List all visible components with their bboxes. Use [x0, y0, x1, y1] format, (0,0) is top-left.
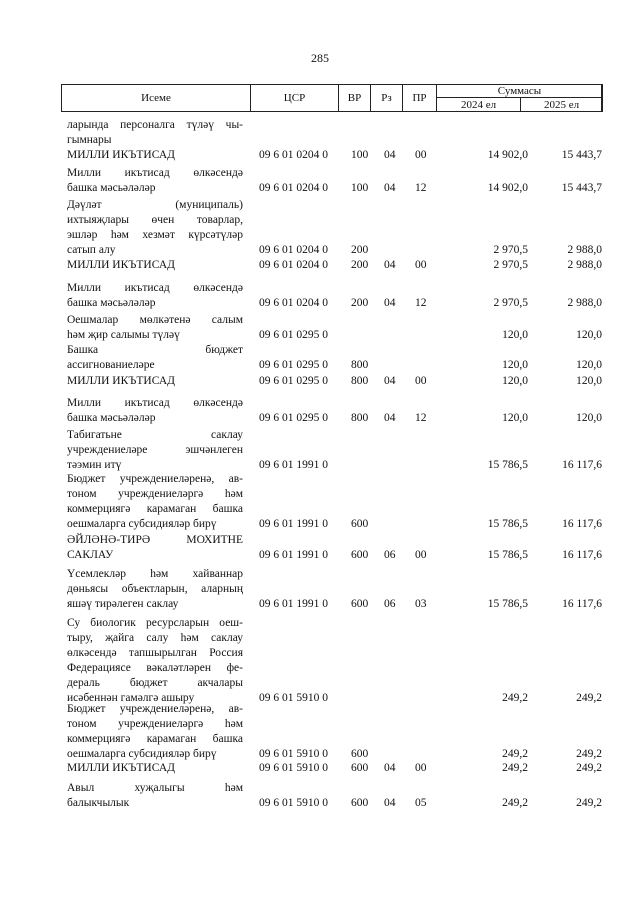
row-name-line: Башка бюджет [67, 344, 243, 356]
row-name-line: САКЛАУ [67, 549, 114, 561]
cell-vr: 100 [351, 182, 369, 194]
cell-s2024: 15 786,5 [487, 598, 528, 610]
cell-s2024: 14 902,0 [487, 182, 528, 194]
table-row [0, 281, 640, 311]
cell-s2024: 15 786,5 [487, 459, 528, 471]
cell-csr: 09 6 01 1991 0 [259, 598, 328, 610]
cell-s2025: 120,0 [576, 412, 602, 424]
cell-s2024: 249,2 [502, 692, 528, 704]
cell-s2025: 16 117,6 [562, 598, 602, 610]
row-name-line: Милли икътисад өлкәсендә [67, 397, 243, 409]
cell-s2024: 15 786,5 [487, 549, 528, 561]
cell-s2024: 249,2 [502, 762, 528, 774]
cell-s2025: 15 443,7 [561, 149, 602, 161]
cell-csr: 09 6 01 1991 0 [259, 518, 328, 530]
cell-rz: 04 [384, 297, 396, 309]
cell-rz: 06 [384, 549, 396, 561]
cell-s2025: 16 117,6 [562, 459, 602, 471]
table-row [0, 533, 640, 563]
table-row [0, 374, 640, 389]
cell-rz: 06 [384, 598, 396, 610]
cell-s2024: 120,0 [502, 412, 528, 424]
table-row [0, 702, 640, 762]
row-name-line: учреждениеләре эшчәнлеген [67, 444, 243, 456]
row-name-line: башка мәсьәләләр [67, 182, 156, 194]
cell-rz: 04 [384, 182, 396, 194]
row-name [67, 374, 243, 389]
page-number: 285 [311, 51, 329, 65]
row-name-line: ассигнованиеләре [67, 359, 155, 371]
cell-rz: 04 [384, 375, 396, 387]
row-name-line: оешмаларга субсидияләр бирү [67, 748, 217, 760]
row-name [67, 281, 243, 311]
table-row [0, 616, 640, 706]
table-header [61, 84, 603, 112]
row-name-line: Су биологик ресурсларын оеш- [67, 617, 243, 629]
row-name [67, 343, 243, 373]
cell-csr: 09 6 01 0295 0 [259, 329, 328, 341]
cell-s2025: 249,2 [576, 748, 602, 760]
header-2024: 2024 ел [437, 98, 521, 112]
table-row [0, 313, 640, 343]
table-row [0, 428, 640, 473]
header-2025: 2025 ел [543, 99, 580, 111]
header-name: Исеме [62, 85, 251, 111]
cell-pr: 00 [415, 762, 427, 774]
table-row [0, 343, 640, 373]
row-name-line: Милли икътисад өлкәсендә [67, 167, 243, 179]
table-row [0, 781, 640, 811]
header-csr: ЦСР [251, 85, 339, 111]
row-name-line: дөньясы объектларын, аларның [67, 583, 243, 595]
cell-pr: 00 [415, 549, 427, 561]
cell-s2025: 249,2 [576, 797, 602, 809]
row-name [67, 616, 243, 706]
row-name-line: ларында персоналга түләү чы- [67, 119, 243, 131]
cell-s2024: 120,0 [502, 359, 528, 371]
row-name-line: Үсемлекләр һәм хайваннар [67, 568, 243, 580]
row-name-line: башка мәсьәләләр [67, 297, 156, 309]
row-name-line: сатып алу [67, 244, 116, 256]
cell-s2025: 249,2 [576, 692, 602, 704]
cell-vr: 600 [351, 598, 369, 610]
cell-vr: 200 [351, 244, 369, 256]
cell-pr: 12 [415, 297, 427, 309]
cell-csr: 09 6 01 0295 0 [259, 375, 328, 387]
row-name-line: Бюджет учреждениеләренә, ав- [67, 703, 243, 715]
row-name [67, 702, 243, 762]
cell-rz: 04 [384, 412, 396, 424]
row-name [67, 761, 243, 776]
row-name [67, 118, 243, 148]
cell-s2025: 2 988,0 [567, 244, 602, 256]
row-name-line: коммерциягә карамаган башка [67, 733, 243, 745]
cell-vr: 200 [351, 259, 369, 271]
cell-csr: 09 6 01 0204 0 [259, 149, 328, 161]
cell-vr: 800 [351, 412, 369, 424]
row-name [67, 166, 243, 196]
table-row [0, 118, 640, 148]
row-name-line: МИЛЛИ ИКЪТИСАД [67, 259, 175, 271]
cell-s2025: 2 988,0 [567, 259, 602, 271]
table-row [0, 396, 640, 426]
cell-s2024: 2 970,5 [493, 259, 528, 271]
row-name [67, 428, 243, 473]
cell-s2025: 2 988,0 [567, 297, 602, 309]
cell-s2025: 16 117,6 [562, 518, 602, 530]
row-name [67, 148, 243, 163]
cell-s2024: 2 970,5 [493, 244, 528, 256]
cell-pr: 12 [415, 182, 427, 194]
cell-s2025: 249,2 [576, 762, 602, 774]
row-name-line: Табигатьне саклау [67, 429, 243, 441]
cell-csr: 09 6 01 0295 0 [259, 359, 328, 371]
table-row [0, 472, 640, 532]
row-name-line: һәм җир салымы түләү [67, 329, 180, 341]
row-name-line: эшләр һәм хезмәт күрсәтүләр [67, 229, 243, 241]
cell-pr: 00 [415, 149, 427, 161]
row-name-line: тыру, җайга салу һәм саклау [67, 632, 243, 644]
row-name-line: Авыл хуҗалыгы һәм [67, 782, 243, 794]
row-name-line: МИЛЛИ ИКЪТИСАД [67, 149, 175, 161]
row-name-line: гымнары [67, 134, 112, 146]
table-row [0, 166, 640, 196]
row-name-line: өлкәсендә тапшырылган Россия [67, 647, 243, 659]
cell-s2025: 16 117,6 [562, 549, 602, 561]
row-name [67, 198, 243, 258]
row-name-line: тоном учреждениеләргә һәм [67, 488, 243, 500]
cell-vr: 600 [351, 549, 369, 561]
row-name-line: Бюджет учреждениеләренә, ав- [67, 473, 243, 485]
row-name-line: Дәүләт (муниципаль) [67, 199, 243, 211]
table-row [0, 198, 640, 258]
cell-s2025: 15 443,7 [561, 182, 602, 194]
cell-csr: 09 6 01 5910 0 [259, 748, 328, 760]
cell-csr: 09 6 01 5910 0 [259, 692, 328, 704]
cell-s2024: 249,2 [502, 797, 528, 809]
cell-csr: 09 6 01 1991 0 [259, 459, 328, 471]
row-name-line: МИЛЛИ ИКЪТИСАД [67, 762, 175, 774]
cell-csr: 09 6 01 0204 0 [259, 244, 328, 256]
cell-s2024: 120,0 [502, 375, 528, 387]
cell-pr: 12 [415, 412, 427, 424]
row-name [67, 567, 243, 612]
row-name-line: Милли икътисад өлкәсендә [67, 282, 243, 294]
cell-vr: 600 [351, 797, 369, 809]
cell-s2024: 249,2 [502, 748, 528, 760]
cell-s2025: 120,0 [576, 375, 602, 387]
header-rz: Рз [371, 85, 403, 111]
row-name-line: Оешмалар мөлкәтенә салым [67, 314, 243, 326]
row-name [67, 396, 243, 426]
cell-vr: 600 [351, 518, 369, 530]
row-name-line: исәбеннән гамәлгә ашыру [67, 692, 195, 704]
row-name-line: коммерциягә карамаган башка [67, 503, 243, 515]
table-row [0, 567, 640, 612]
table-row [0, 761, 640, 776]
cell-csr: 09 6 01 5910 0 [259, 762, 328, 774]
cell-vr: 600 [351, 748, 369, 760]
cell-rz: 04 [384, 149, 396, 161]
row-name-line: ӘЙЛӘНӘ-ТИРӘ МОХИТНЕ [67, 534, 243, 546]
cell-vr: 600 [351, 762, 369, 774]
table-row [0, 148, 640, 163]
cell-vr: 100 [351, 149, 369, 161]
cell-csr: 09 6 01 1991 0 [259, 549, 328, 561]
cell-pr: 00 [415, 375, 427, 387]
cell-pr: 00 [415, 259, 427, 271]
cell-rz: 04 [384, 797, 396, 809]
row-name [67, 472, 243, 532]
cell-vr: 200 [351, 297, 369, 309]
cell-s2025: 120,0 [576, 359, 602, 371]
header-sums: Суммасы [437, 85, 602, 98]
cell-s2024: 2 970,5 [493, 297, 528, 309]
row-name-line: дераль бюджет акчалары [67, 677, 243, 689]
cell-rz: 04 [384, 259, 396, 271]
row-name [67, 313, 243, 343]
cell-vr: 800 [351, 359, 369, 371]
cell-pr: 03 [415, 598, 427, 610]
cell-vr: 800 [351, 375, 369, 387]
row-name-line: МИЛЛИ ИКЪТИСАД [67, 375, 175, 387]
cell-s2024: 14 902,0 [487, 149, 528, 161]
cell-csr: 09 6 01 0295 0 [259, 412, 328, 424]
cell-s2024: 15 786,5 [487, 518, 528, 530]
cell-rz: 04 [384, 762, 396, 774]
row-name [67, 258, 243, 273]
row-name-line: тоном учреждениеләргә һәм [67, 718, 243, 730]
cell-csr: 09 6 01 0204 0 [259, 182, 328, 194]
cell-csr: 09 6 01 0204 0 [259, 259, 328, 271]
cell-pr: 05 [415, 797, 427, 809]
row-name-line: башка мәсьәләләр [67, 412, 156, 424]
cell-csr: 09 6 01 5910 0 [259, 797, 328, 809]
header-pr: ПР [403, 85, 437, 111]
row-name-line: тәэмин итү [67, 459, 122, 471]
cell-csr: 09 6 01 0204 0 [259, 297, 328, 309]
row-name-line: балыкчылык [67, 797, 130, 809]
table-row [0, 258, 640, 273]
row-name [67, 781, 243, 811]
cell-s2025: 120,0 [576, 329, 602, 341]
row-name-line: Федерациясе вәкаләтләрен фе- [67, 662, 243, 674]
header-vr: ВР [339, 85, 371, 111]
cell-s2024: 120,0 [502, 329, 528, 341]
row-name-line: яшәү тирәлеген саклау [67, 598, 179, 610]
row-name-line: оешмаларга субсидияләр бирү [67, 518, 217, 530]
row-name-line: ихтыяҗлары өчен товарлар, [67, 214, 243, 226]
row-name [67, 533, 243, 563]
